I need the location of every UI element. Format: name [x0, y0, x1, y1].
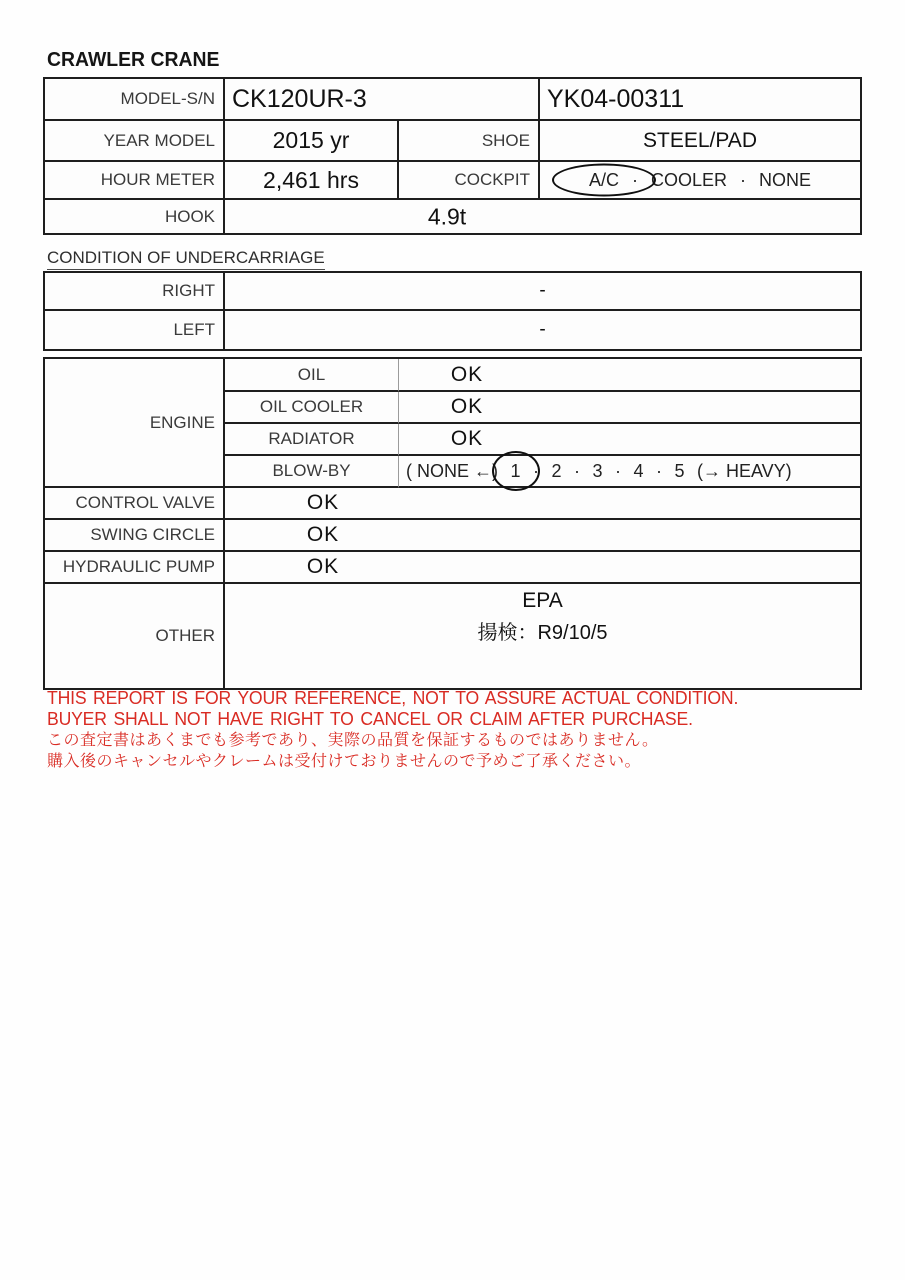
- disclaimer-line-en-1: THIS REPORT IS FOR YOUR REFERENCE, NOT TO ASSURE ACTUAL CONDITION.: [47, 688, 739, 708]
- hour-value: 2,461 hrs: [225, 162, 399, 200]
- hydraulic-pump-value: OK: [306, 555, 340, 578]
- swing-circle-value: OK: [306, 523, 340, 546]
- cockpit-option-cooler: COOLER: [650, 169, 728, 190]
- cockpit-label: COCKPIT: [399, 162, 540, 200]
- shoe-value: STEEL/PAD: [540, 121, 860, 162]
- engine-oil-cooler-value: OK: [450, 395, 484, 418]
- control-valve-value-cell: [225, 488, 860, 520]
- year-model-label: YEAR MODEL: [45, 121, 225, 162]
- blowby-separator: ·: [574, 460, 580, 481]
- blowby-separator: ·: [533, 460, 539, 481]
- blowby-separator: ·: [615, 460, 621, 481]
- blowby-prefix: ( NONE ←): [406, 460, 498, 481]
- swing-circle-label: SWING CIRCLE: [45, 520, 225, 552]
- model-value: CK120UR-3: [225, 79, 540, 121]
- page-title: CRAWLER CRANE: [47, 49, 220, 71]
- engine-radiator-value-cell: [399, 424, 860, 456]
- cockpit-option-ac-circled: [589, 170, 619, 191]
- blowby-scale: [399, 456, 860, 488]
- cockpit-option-ac: A/C: [588, 169, 619, 190]
- inspection-table: [43, 357, 862, 690]
- shoe-label: SHOE: [399, 121, 540, 162]
- left-label: LEFT: [45, 311, 225, 349]
- control-valve-label: CONTROL VALVE: [45, 488, 225, 520]
- blowby-level-4: 4: [633, 460, 644, 481]
- engine-radiator-label: RADIATOR: [225, 424, 399, 456]
- cockpit-separator: ·: [740, 169, 747, 190]
- hook-value: 4.9t: [427, 203, 467, 229]
- disclaimer-line-jp-1: この査定書はあくまでも参考であり、実際の品質を保証するものではありません。: [47, 732, 659, 749]
- blowby-level-1-circled: [510, 461, 521, 482]
- engine-oil-value: OK: [450, 362, 484, 386]
- other-line-epa: EPA: [522, 589, 563, 612]
- hydraulic-pump-label: HYDRAULIC PUMP: [45, 552, 225, 584]
- right-value: -: [225, 273, 860, 311]
- blowby-level-3: 3: [592, 460, 603, 481]
- hour-meter-label: HOUR METER: [45, 162, 225, 200]
- engine-oil-label: OIL: [225, 359, 399, 392]
- disclaimer-block: [47, 688, 752, 772]
- hook-label: HOOK: [45, 200, 225, 233]
- hydraulic-pump-value-cell: [225, 552, 860, 584]
- undercarriage-heading: CONDITION OF UNDERCARRIAGE: [47, 248, 325, 270]
- other-value-cell: [225, 584, 860, 688]
- model-sn-label: MODEL-S/N: [45, 79, 225, 121]
- swing-circle-value-cell: [225, 520, 860, 552]
- disclaimer-line-en-2: BUYER SHALL NOT HAVE RIGHT TO CANCEL OR CLAIM AFTER PURCHASE.: [47, 709, 693, 729]
- cockpit-option-none: NONE: [759, 169, 812, 190]
- engine-label: ENGINE: [45, 359, 225, 488]
- engine-oil-cooler-label: OIL COOLER: [225, 392, 399, 424]
- year-value: 2015 yr: [225, 121, 399, 162]
- engine-radiator-value: OK: [450, 427, 484, 450]
- disclaimer-line-jp-2: 購入後のキャンセルやクレームは受付けておりませんので予めご了承ください。: [47, 753, 642, 770]
- blowby-label: BLOW-BY: [225, 456, 399, 488]
- blowby-level-1: 1: [510, 460, 521, 481]
- engine-oil-value-cell: [399, 359, 860, 392]
- right-label: RIGHT: [45, 273, 225, 311]
- engine-oil-cooler-value-cell: [399, 392, 860, 424]
- hook-value-cell: [225, 200, 860, 233]
- blowby-level-5: 5: [674, 460, 685, 481]
- blowby-separator: ·: [656, 460, 662, 481]
- spec-table: [43, 77, 862, 235]
- other-label: OTHER: [45, 584, 225, 688]
- undercarriage-table: [43, 271, 862, 351]
- control-valve-value: OK: [306, 491, 340, 514]
- blowby-level-2: 2: [551, 460, 562, 481]
- left-value: -: [539, 319, 546, 340]
- blowby-suffix: (→ HEAVY): [697, 460, 792, 481]
- other-line-inspection-date: 揚検：R9/10/5: [477, 622, 608, 644]
- cockpit-value: [540, 162, 860, 200]
- serial-value: YK04-00311: [540, 79, 860, 121]
- cockpit-separator: ·: [631, 169, 638, 190]
